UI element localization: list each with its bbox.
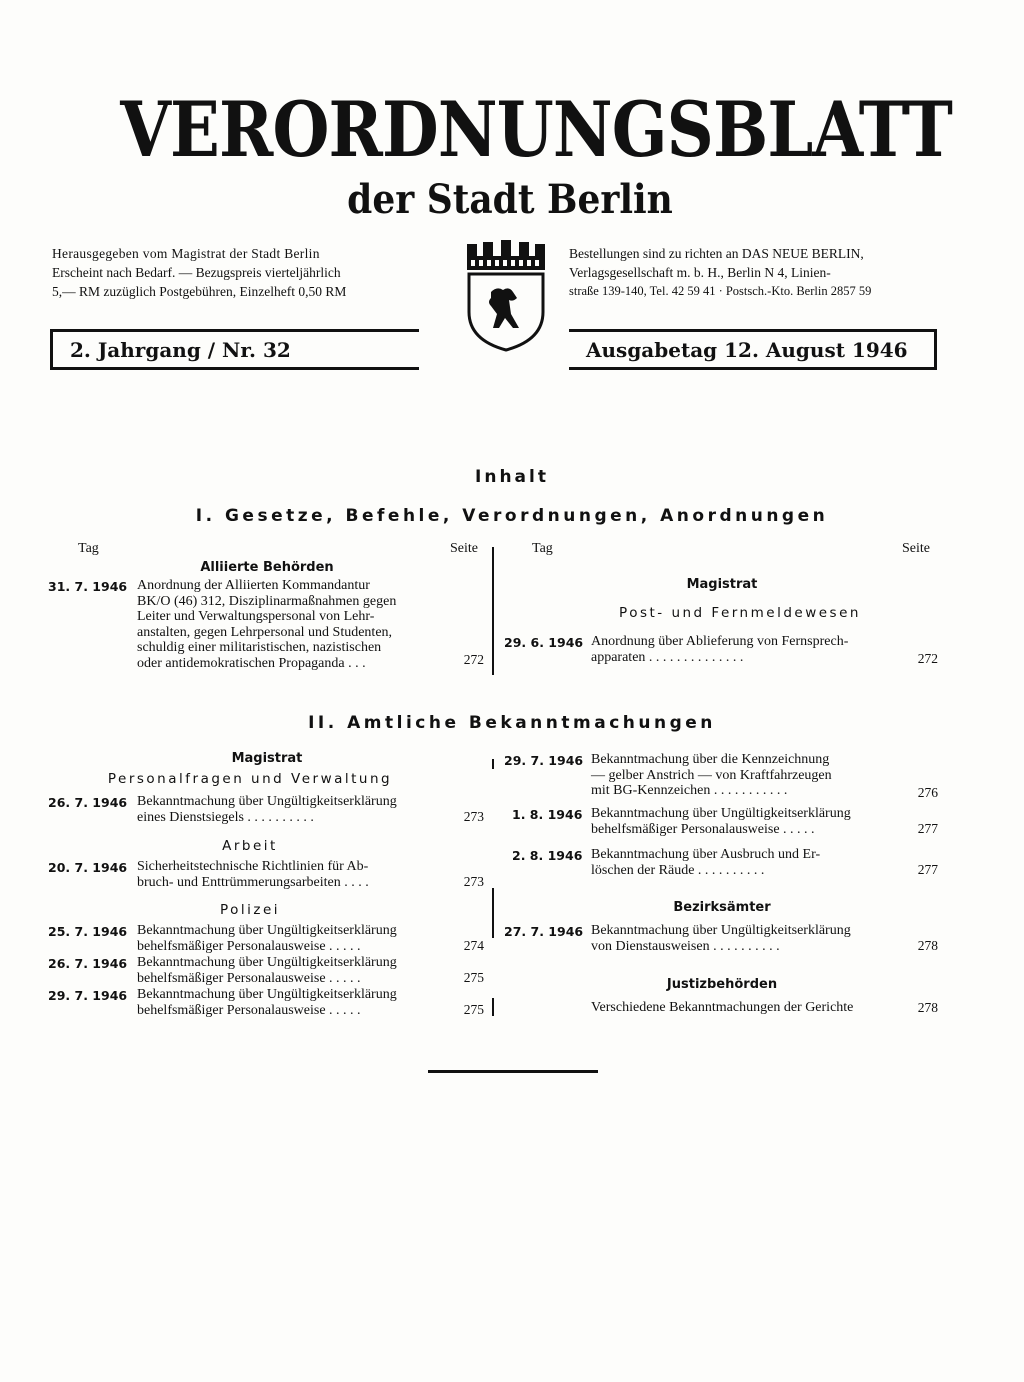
entry-page: 272 <box>917 651 938 666</box>
entry-line: behelfsmäßiger Personalausweise . . . . . <box>137 1002 361 1018</box>
entry-line: bruch- und Enttrümmerungsarbeiten . . . . <box>137 874 369 890</box>
section-1-title: I. Gesetze, Befehle, Verordnungen, Anordnungen <box>195 506 829 526</box>
toc-heading: Inhalt <box>475 467 549 487</box>
entry-page: 276 <box>917 785 938 800</box>
entry-date: 1. 8. 1946 <box>512 807 583 822</box>
category-bezirksaemter: Bezirksämter <box>673 900 771 915</box>
entry-text <box>137 923 449 954</box>
entry-line: anstalten, gegen Lehrpersonal und Studenten, <box>137 624 393 640</box>
entry-line: Bekanntmachung über Ungültigkeitserklärung <box>591 806 851 821</box>
toc-entry <box>504 847 938 879</box>
entry-line: Verschiedene Bekanntmachungen der Gerichte <box>591 1000 854 1015</box>
column-divider <box>492 547 494 675</box>
entry-line: Bekanntmachung über Ungültigkeitserklärung <box>137 987 397 1002</box>
entry-text <box>137 794 449 825</box>
publisher-info <box>52 244 420 301</box>
entry-line: von Dienstausweisen . . . . . . . . . . <box>591 938 780 954</box>
entry-line: BK/O (46) 312, Disziplinarmaßnahmen gegen <box>137 593 397 609</box>
entry-text <box>137 578 449 671</box>
entry-line: Bekanntmachung über Ausbruch und Er- <box>591 847 821 862</box>
entry-line: Anordnung der Alliierten Kommandantur <box>137 578 370 593</box>
entry-page: 278 <box>917 1000 938 1015</box>
column-divider <box>492 759 494 769</box>
entry-page: 273 <box>463 809 484 824</box>
toc-entry <box>504 1000 938 1018</box>
order-line: straße 139-140, Tel. 42 59 41 · Postsch.-Kto. Berlin 2857 59 <box>569 284 872 298</box>
col-tag-label: Tag <box>78 541 99 556</box>
entry-line: Bekanntmachung über Ungültigkeitserklärung <box>137 923 397 938</box>
entry-line: behelfsmäßiger Personalausweise . . . . . <box>137 970 361 986</box>
entry-date: 29. 7. 1946 <box>504 753 584 768</box>
entry-line: Bekanntmachung über Ungültigkeitserklärung <box>137 955 397 970</box>
entry-line: apparaten . . . . . . . . . . . . . . <box>591 649 744 665</box>
entry-page: 277 <box>917 821 938 836</box>
entry-text <box>591 634 903 665</box>
order-info <box>569 244 939 301</box>
toc-entry <box>504 923 938 955</box>
entry-line: Bekanntmachung über die Kennzeichnung <box>591 752 830 767</box>
publisher-line: 5,— RM zuzüglich Postgebühren, Einzelheft 0,50 RM <box>52 284 347 299</box>
toc-entry <box>48 955 488 987</box>
subcategory-arbeit: Arbeit <box>222 838 278 854</box>
berlin-crest-icon <box>461 240 551 352</box>
entry-line: eines Dienstsiegels . . . . . . . . . . <box>137 809 314 825</box>
entry-line: Leiter und Verwaltungspersonal von Lehr- <box>137 609 375 624</box>
entry-line: oder antidemokratischen Propaganda . . . <box>137 655 366 671</box>
entry-page: 275 <box>463 970 484 985</box>
entry-line: behelfsmäßiger Personalausweise . . . . . <box>591 821 815 837</box>
masthead-title: VERORDNUNGSBLATT <box>120 85 953 174</box>
entry-line: Anordnung über Ablieferung von Fernsprech- <box>591 634 849 649</box>
entry-date: 27. 7. 1946 <box>504 924 584 939</box>
entry-line: — gelber Anstrich — von Kraftfahrzeugen <box>591 767 832 783</box>
column-divider <box>492 888 494 938</box>
toc-entry <box>48 859 488 891</box>
order-line: Verlagsgesellschaft m. b. H., Berlin N 4, Linien- <box>569 265 831 280</box>
toc-entry <box>48 987 488 1019</box>
subcategory-polizei: Polizei <box>219 902 281 918</box>
entry-line: löschen der Räude . . . . . . . . . . <box>591 862 765 878</box>
entry-page: 274 <box>463 938 484 953</box>
entry-date: 2. 8. 1946 <box>512 848 583 863</box>
entry-line: Bekanntmachung über Ungültigkeitserklärung <box>591 923 851 938</box>
subcategory-post: Post- und Fernmeldewesen <box>619 605 861 621</box>
category-alliierte: Alliierte Behörden <box>200 560 334 575</box>
col-tag-label: Tag <box>532 541 553 556</box>
toc-entry <box>48 794 488 826</box>
entry-line: mit BG-Kennzeichen . . . . . . . . . . . <box>591 783 788 798</box>
order-line: Bestellungen sind zu richten an DAS NEUE BERLIN, <box>569 246 864 261</box>
entry-page: 278 <box>917 938 938 953</box>
entry-text <box>137 859 449 890</box>
toc-entry <box>48 923 488 955</box>
publisher-line: Herausgegeben vom Magistrat der Stadt Berlin <box>52 246 320 261</box>
entry-date: 29. 7. 1946 <box>48 988 128 1003</box>
entry-date: 26. 7. 1946 <box>48 795 128 810</box>
publisher-line: Erscheint nach Bedarf. — Bezugspreis vierteljährlich <box>52 265 341 280</box>
entry-date: 20. 7. 1946 <box>48 860 128 875</box>
entry-line: Sicherheitstechnische Richtlinien für Ab- <box>137 859 369 874</box>
toc-entry <box>504 752 938 800</box>
entry-page: 275 <box>463 1002 484 1017</box>
masthead-subtitle: der Stadt Berlin <box>347 176 673 223</box>
entry-date: 25. 7. 1946 <box>48 924 128 939</box>
toc-entry <box>504 806 938 838</box>
entry-text <box>137 987 449 1018</box>
closing-rule <box>428 1070 598 1073</box>
entry-page: 272 <box>463 652 484 667</box>
entry-line: Bekanntmachung über Ungültigkeitserklärung <box>137 794 397 809</box>
entry-date: 31. 7. 1946 <box>48 579 128 594</box>
entry-line: schuldig einer militaristischen, nazistischen <box>137 640 382 655</box>
section-2-title: II. Amtliche Bekanntmachungen <box>308 713 716 733</box>
subcategory-personal: Personalfragen und Verwaltung <box>107 771 393 787</box>
col-seite-label: Seite <box>902 541 930 556</box>
entry-text <box>137 955 449 986</box>
entry-date: 29. 6. 1946 <box>504 635 584 650</box>
entry-text <box>591 806 903 837</box>
entry-text <box>591 752 903 799</box>
entry-page: 277 <box>917 862 938 877</box>
entry-text <box>591 1000 911 1016</box>
column-divider <box>492 998 494 1016</box>
category-magistrat: Magistrat <box>231 751 303 766</box>
entry-date: 26. 7. 1946 <box>48 956 128 971</box>
entry-text <box>591 847 903 878</box>
category-magistrat: Magistrat <box>686 577 758 592</box>
category-justizbehoerden: Justizbehörden <box>666 977 778 992</box>
col-seite-label: Seite <box>450 541 478 556</box>
entry-line: behelfsmäßiger Personalausweise . . . . . <box>137 938 361 954</box>
issue-number: 2. Jahrgang / Nr. 32 <box>70 338 291 362</box>
issue-date: Ausgabetag 12. August 1946 <box>586 338 908 362</box>
entry-page: 273 <box>463 874 484 889</box>
entry-text <box>591 923 903 954</box>
